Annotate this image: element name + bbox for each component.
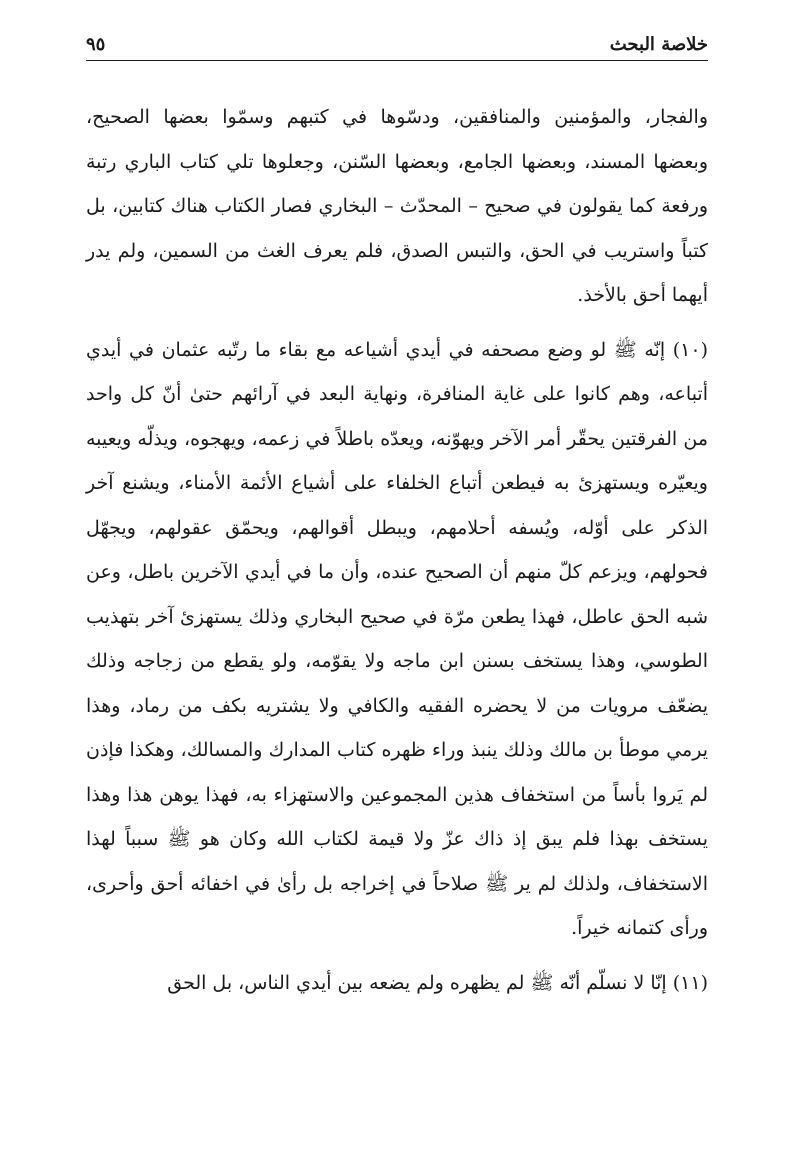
running-header bbox=[86, 26, 708, 62]
paragraph: (١٠) إنّه ﷺ لو وضع مصحفه في أيدي أشياعه مع بقاء ما رتّبه عثمان في أيدي أتباعه، وهم كانوا على غاية المنافرة، ونهاية البعد في آرائهم حتىٰ أنّ كل واحد من الفرقتين يحقّر أمر الآخر ويهوّنه، ويعدّه باطلاً في زعمه، ويهجوه، ويذلّه ويعيبه ويعيّره ويستهزئ به فيطعن أتباع الخلفاء على أشياع الأئمة الأمناء، ويشنع آخر الذكر على أوّله، ويُسفه أحلامهم، ويبطل أقوالهم، ويحمّق عقولهم، ويجهّل فحولهم، ويزعم كلّ منهم أن الصحيح عنده، وأن ما في أيدي الآخرين باطل، وعن شبه الحق عاطل، فهذا يطعن مرّة في صحيح البخاري وذلك يستهزئ آخر بتهذيب الطوسي، وهذا يستخف بسنن ابن ماجه ولا يقوّمه، ولو يقطع من زجاجه وذلك يضعّف مرويات من لا يحضره الفقيه والكافي ولا يشتريه بكف من رماد، وهذا يرمي موطأ بن مالك وذلك ينبذ وراء ظهره كتاب المدارك والمسالك، وهكذا فإذن لم يَروا بأساً من استخفاف هذين المجموعين والاستهزاء به، فهذا يوهن هذا وهذا يستخف بهذا فلم يبق إذ ذاك عزّ ولا قيمة لكتاب الله وكان هو ﷺ سبباً لهذا الاستخفاف، ولذلك لم ير ﷺ صلاحاً في إخراجه بل رأىٰ في اخفائه أحق وأحرى، ورأى كتمانه خيراً. bbox=[86, 338, 708, 939]
section-title: خلاصة البحث bbox=[609, 33, 708, 55]
page-number: ٩٥ bbox=[86, 33, 106, 55]
header-rule bbox=[86, 60, 708, 61]
paragraph: والفجار، والمؤمنين والمنافقين، ودسّوها في كتبهم وسمّوا بعضها الصحيح، وبعضها المسند، وبعضها الجامع، وبعضها السّنن، وجعلوها تلي كتاب الباري رتبة ورفعة كما يقولون في صحيح – المحدّث – البخاري فصار الكتاب هناك كتابين، بل كتباً واستريب في الحق، والتبس الصدق، فلم يعرف الغث من السمين، ولم يدر أيهما أحق بالأخذ. bbox=[86, 106, 708, 306]
body-text bbox=[86, 95, 708, 1005]
paragraph: (١١) إنّا لا نسلّم أنّه ﷺ لم يظهره ولم يضعه بين أيدي الناس، بل الحق bbox=[167, 971, 708, 994]
